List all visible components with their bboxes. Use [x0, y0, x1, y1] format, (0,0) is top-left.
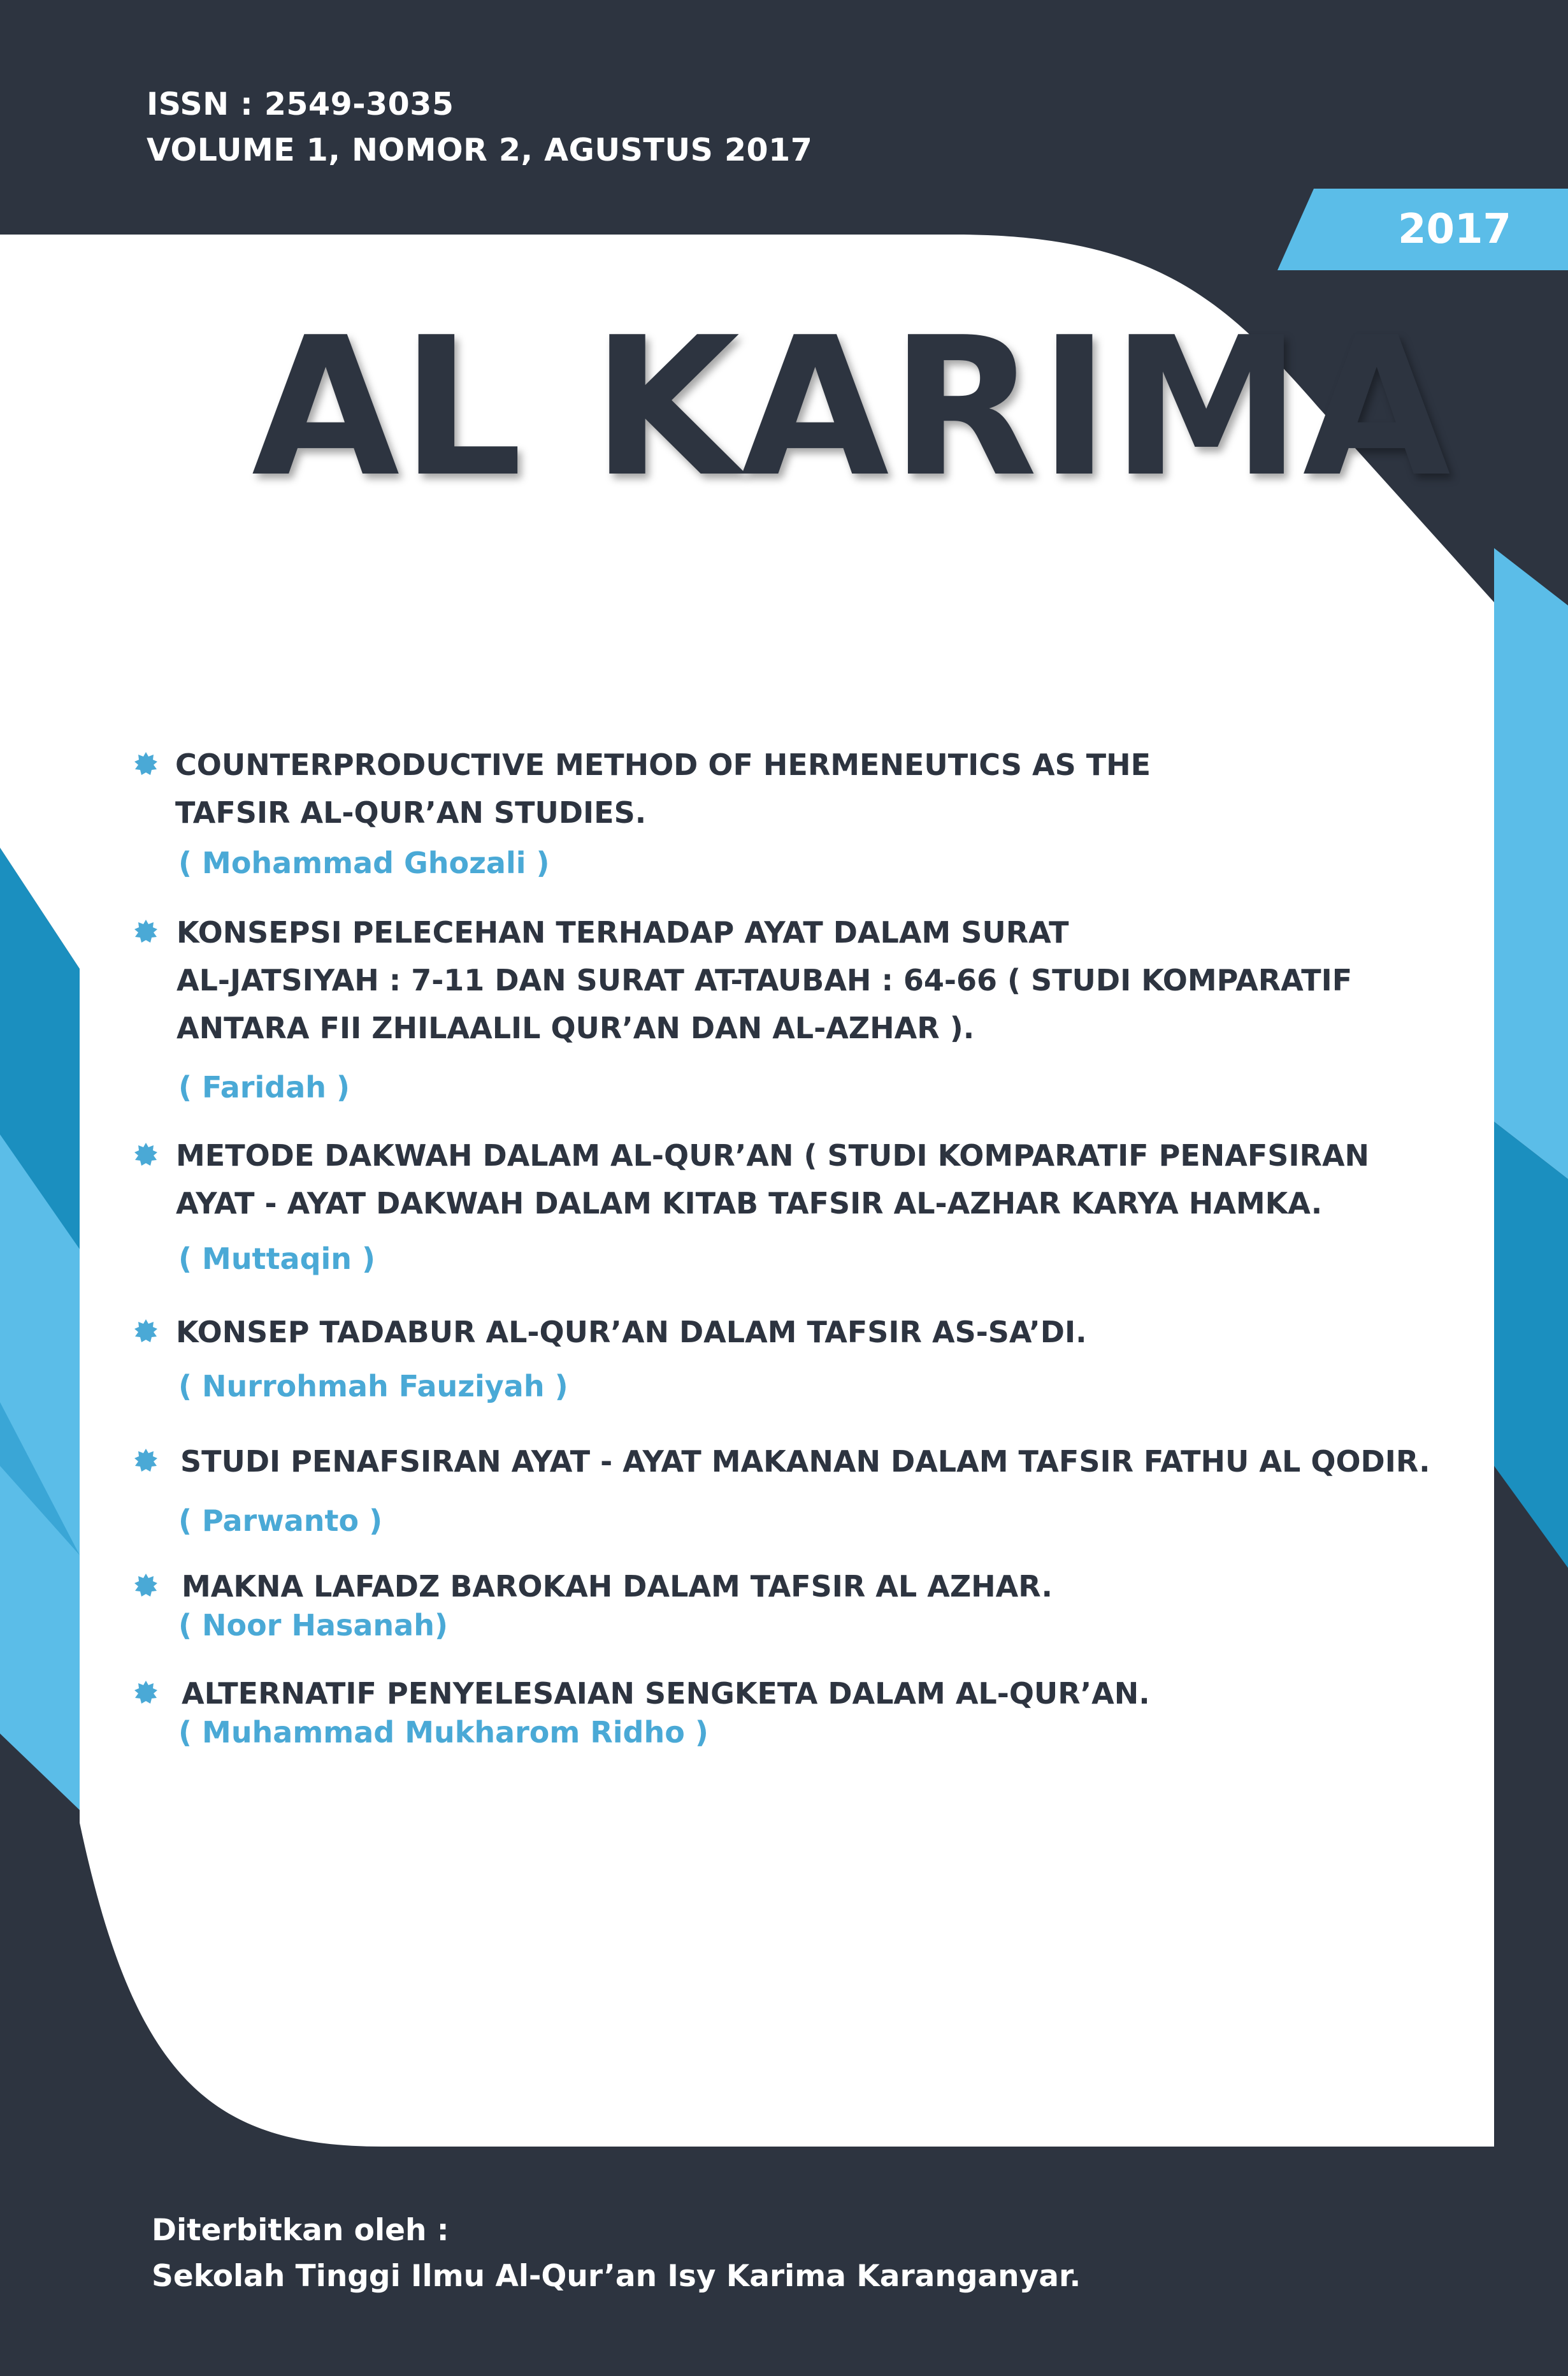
article-title-line: TAFSIR AL-QUR’AN STUDIES.	[175, 795, 647, 830]
article-author: ( Noor Hasanah)	[178, 1608, 448, 1642]
article-title-line: AL-JATSIYAH : 7-11 DAN SURAT AT-TAUBAH : 64-66 ( STUDI KOMPARATIF	[176, 963, 1353, 997]
cover-header	[147, 82, 812, 173]
article-title-line: COUNTERPRODUCTIVE METHOD OF HERMENEUTICS AS THE	[175, 748, 1151, 782]
article-author: ( Muttaqin )	[178, 1242, 376, 1276]
article-author: ( Faridah )	[178, 1070, 350, 1105]
article-author: ( Muhammad Mukharom Ridho )	[178, 1715, 708, 1749]
article-author: ( Parwanto )	[178, 1503, 383, 1538]
article-title-line: METODE DAKWAH DALAM AL-QUR’AN ( STUDI KOMPARATIF PENAFSIRAN	[176, 1138, 1370, 1173]
year-tag: 2017	[1397, 206, 1512, 253]
article-title-line: ALTERNATIF PENYELESAIAN SENGKETA DALAM AL-QUR’AN.	[182, 1676, 1150, 1711]
article-title-line: STUDI PENAFSIRAN AYAT - AYAT MAKANAN DALAM TAFSIR FATHU AL QODIR.	[180, 1444, 1430, 1479]
article-title-line: AYAT - AYAT DAKWAH DALAM KITAB TAFSIR AL-AZHAR KARYA HAMKA.	[176, 1186, 1323, 1221]
article-title-line: MAKNA LAFADZ BAROKAH DALAM TAFSIR AL AZHAR.	[182, 1569, 1053, 1604]
article-title-line: KONSEPSI PELECEHAN TERHADAP AYAT DALAM SURAT	[176, 915, 1069, 950]
journal-title: AL KARIMA	[252, 296, 1452, 519]
article-author: ( Nurrohmah Fauziyah )	[178, 1369, 568, 1403]
article-title-line: ANTARA FII ZHILAALIL QUR’AN DAN AL-AZHAR ).	[176, 1011, 975, 1045]
article-author: ( Mohammad Ghozali )	[178, 846, 550, 880]
issn-label: ISSN : 2549-3035	[147, 86, 454, 122]
publisher-name: Sekolah Tinggi Ilmu Al-Qur’an Isy Karima Karanganyar.	[152, 2259, 1081, 2294]
volume-label: VOLUME 1, NOMOR 2, AGUSTUS 2017	[147, 132, 813, 168]
publisher-label: Diterbitkan oleh :	[152, 2213, 449, 2248]
publisher-footer	[152, 2208, 1081, 2300]
article-title-line: KONSEP TADABUR AL-QUR’AN DALAM TAFSIR AS-SA’DI.	[176, 1315, 1087, 1349]
